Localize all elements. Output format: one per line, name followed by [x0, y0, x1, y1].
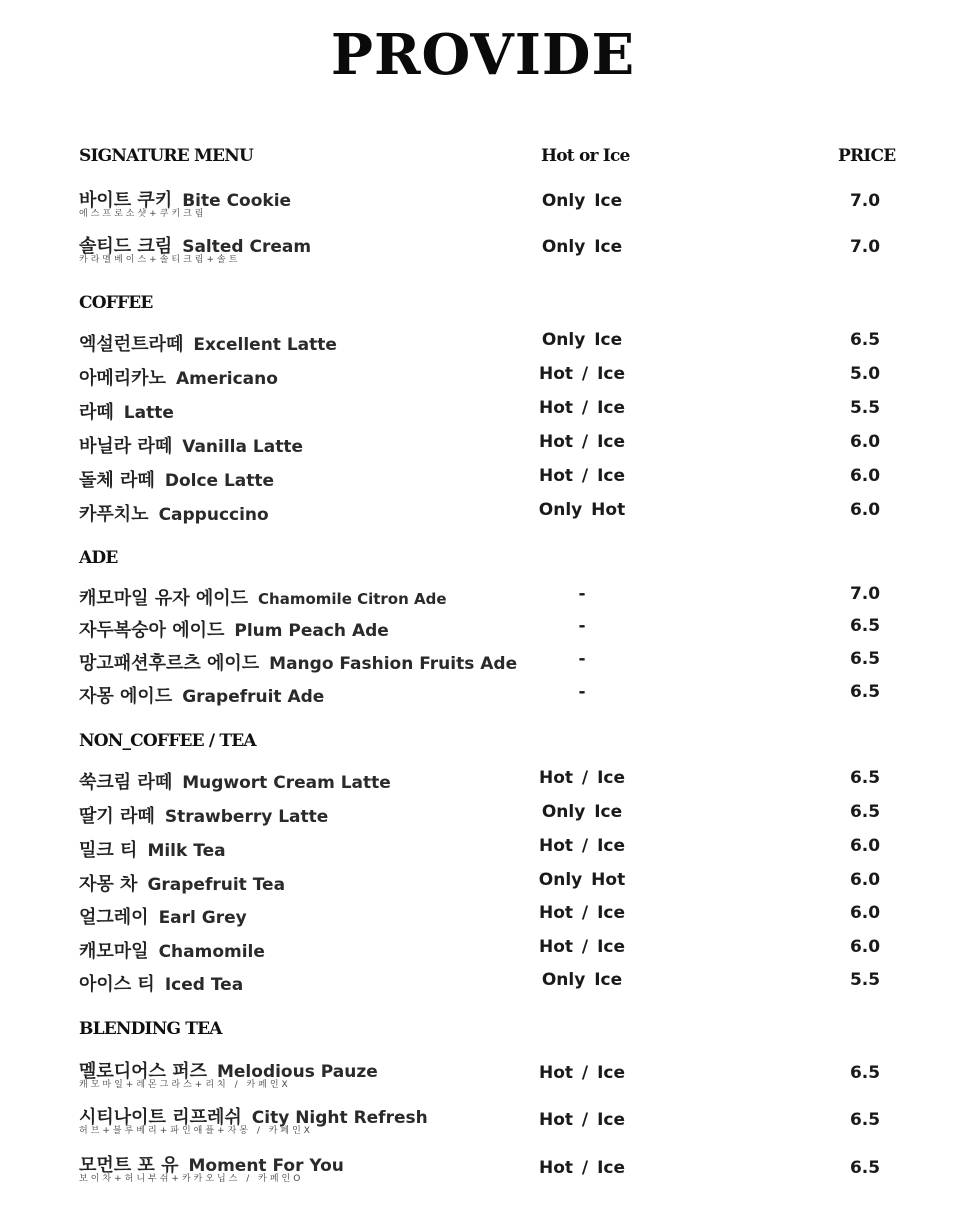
item-name-ko: 밀크 티	[79, 840, 138, 861]
menu-item-milk-tea	[79, 836, 899, 866]
item-name-ko: 자몽 에이드	[79, 686, 173, 707]
item-name-en: Latte	[123, 403, 174, 423]
item-name-ko: 카푸치노	[79, 504, 149, 525]
item-name-ko: 바닐라 라떼	[79, 436, 173, 457]
item-price: 6.0	[849, 937, 881, 957]
item-name-ko: 망고패션후르츠 에이드	[79, 653, 260, 674]
item-name	[79, 649, 517, 675]
item-name-en: Plum Peach Ade	[234, 621, 389, 641]
item-name-en: Vanilla Latte	[182, 437, 303, 457]
item-name	[79, 330, 337, 356]
item-price: 6.5	[849, 768, 881, 788]
item-name-ko: 솔티드 크림	[79, 236, 173, 257]
item-name-en: Dolce Latte	[164, 471, 275, 491]
item-price: 6.5	[849, 1158, 881, 1178]
menu-item-salted-cream	[79, 232, 899, 265]
item-name	[79, 768, 391, 794]
column-header-hot-or-ice: Hot or Ice	[541, 146, 630, 166]
item-temperature: -	[578, 584, 586, 604]
item-name-en: Mugwort Cream Latte	[182, 773, 391, 793]
menu-item-vanilla-latte	[79, 432, 899, 462]
menu-item-chamomile-citron-ade	[79, 584, 899, 614]
item-temperature: Only Ice	[541, 802, 623, 822]
menu-item-melodious-pauze	[79, 1057, 899, 1090]
item-name-ko: 돌체 라떼	[79, 470, 155, 491]
item-name	[79, 870, 285, 896]
item-temperature: Hot / Ice	[538, 768, 625, 788]
item-name-en: Mango Fashion Fruits Ade	[269, 654, 518, 674]
item-description: 허브+블루베리+파인애플+자몽 / 카페인X	[79, 1126, 313, 1136]
item-description: 캐모마일+레몬그라스+리치 / 카페인X	[79, 1080, 291, 1090]
item-price: 6.5	[849, 616, 881, 636]
section-title-non-coffee-tea: NON_COFFEE / TEA	[79, 731, 256, 751]
item-name-ko: 라떼	[79, 402, 114, 423]
item-price: 7.0	[849, 584, 881, 604]
item-name-ko: 아메리카노	[79, 368, 166, 389]
menu-item-chamomile	[79, 937, 899, 967]
item-name-ko: 쑥크림 라떼	[79, 772, 173, 793]
item-temperature: Hot / Ice	[538, 1158, 625, 1178]
item-temperature: Only Ice	[541, 970, 623, 990]
item-name-ko: 바이트 쿠키	[79, 190, 173, 211]
item-name-ko: 딸기 라떼	[79, 806, 155, 827]
item-name-en: Melodious Pauze	[216, 1062, 378, 1082]
column-header-price: PRICE	[838, 146, 896, 166]
item-price: 6.5	[849, 1063, 881, 1083]
item-temperature: Hot / Ice	[538, 398, 625, 418]
item-name-en: City Night Refresh	[251, 1108, 428, 1128]
item-price: 6.5	[849, 649, 881, 669]
item-description: 에스프로소샷+쿠키크림	[79, 209, 207, 219]
item-price: 7.0	[849, 191, 881, 211]
item-name-en: Strawberry Latte	[164, 807, 329, 827]
item-temperature: Only Ice	[541, 330, 623, 350]
menu-item-cappuccino	[79, 500, 899, 530]
item-temperature: Hot / Ice	[538, 1063, 625, 1083]
item-price: 6.5	[849, 682, 881, 702]
item-name	[79, 500, 269, 526]
menu-item-city-night-refresh	[79, 1103, 899, 1136]
menu-item-plum-peach-ade	[79, 616, 899, 646]
item-name-en: Bite Cookie	[182, 191, 292, 211]
item-name-en: Grapefruit Tea	[147, 875, 286, 895]
item-description: 보이차+허니부쉬+카카오닙스 / 카페인O	[79, 1174, 304, 1184]
item-name	[79, 802, 328, 828]
item-name-ko: 엑설런트라떼	[79, 334, 184, 355]
item-price: 6.0	[849, 432, 881, 452]
item-price: 6.0	[849, 836, 881, 856]
item-name	[79, 937, 265, 963]
item-temperature: Hot / Ice	[538, 937, 625, 957]
item-name-en: Excellent Latte	[193, 335, 337, 355]
item-name	[79, 584, 447, 610]
menu-item-bite-cookie	[79, 186, 899, 219]
section-title-blending-tea: BLENDING TEA	[79, 1019, 222, 1039]
item-name-en: Iced Tea	[164, 975, 244, 995]
item-name-ko: 자몽 차	[79, 874, 138, 895]
item-temperature: Hot / Ice	[538, 364, 625, 384]
item-name-ko: 멜로디어스 퍼즈	[79, 1061, 207, 1082]
menu-item-grapefruit-tea	[79, 870, 899, 900]
menu-item-americano	[79, 364, 899, 394]
item-temperature: Only Hot	[538, 500, 626, 520]
menu-item-earl-grey	[79, 903, 899, 933]
item-name	[79, 364, 278, 390]
item-name	[79, 432, 303, 458]
menu-item-iced-tea	[79, 970, 899, 1000]
item-name-ko: 시티나이트 리프레쉬	[79, 1107, 242, 1128]
item-name-ko: 아이스 티	[79, 974, 155, 995]
menu-title: PROVIDE	[330, 22, 636, 88]
item-price: 6.5	[849, 802, 881, 822]
section-title-signature: SIGNATURE MENU	[79, 146, 253, 166]
item-name	[79, 682, 324, 708]
section-title-ade: ADE	[79, 548, 118, 568]
item-name-ko: 자두복숭아 에이드	[79, 620, 225, 641]
item-name-en: Grapefruit Ade	[182, 687, 325, 707]
menu-item-mugwort-cream-latte	[79, 768, 899, 798]
item-name	[79, 970, 243, 996]
item-temperature: Hot / Ice	[538, 836, 625, 856]
item-name-en: Chamomile	[158, 942, 265, 962]
item-price: 5.5	[849, 970, 881, 990]
item-price: 6.5	[849, 330, 881, 350]
item-name-en: Salted Cream	[182, 237, 312, 257]
item-price: 7.0	[849, 237, 881, 257]
menu-item-grapefruit-ade	[79, 682, 899, 712]
item-temperature: -	[578, 682, 586, 702]
item-temperature: -	[578, 649, 586, 669]
item-name	[79, 836, 226, 862]
item-temperature: Hot / Ice	[538, 903, 625, 923]
item-name-en: Earl Grey	[158, 908, 247, 928]
item-name-en: Americano	[175, 369, 278, 389]
item-temperature: Only Hot	[538, 870, 626, 890]
item-price: 6.0	[849, 870, 881, 890]
item-name-ko: 캐모마일 유자 에이드	[79, 588, 249, 609]
section-title-coffee: COFFEE	[79, 293, 153, 313]
item-price: 6.0	[849, 466, 881, 486]
item-name-en: Milk Tea	[147, 841, 226, 861]
item-temperature: Only Ice	[541, 191, 623, 211]
item-price: 5.0	[849, 364, 881, 384]
item-description: 카라멜베이스+솔티크림+솔트	[79, 255, 241, 265]
item-name	[79, 466, 274, 492]
item-name	[79, 903, 247, 929]
item-name-ko: 캐모마일	[79, 941, 149, 962]
item-temperature: Hot / Ice	[538, 432, 625, 452]
menu-item-strawberry-latte	[79, 802, 899, 832]
menu-item-latte	[79, 398, 899, 428]
item-name-en: Cappuccino	[158, 505, 269, 525]
item-price: 6.5	[849, 1110, 881, 1130]
menu-item-dolce-latte	[79, 466, 899, 496]
item-name-en: Chamomile Citron Ade	[258, 590, 447, 608]
item-temperature: Only Ice	[541, 237, 623, 257]
menu-item-moment-for-you	[79, 1151, 899, 1184]
item-name-ko: 얼그레이	[79, 907, 149, 928]
item-name-en: Moment For You	[188, 1156, 344, 1176]
item-temperature: Hot / Ice	[538, 466, 625, 486]
item-name	[79, 398, 174, 424]
item-price: 6.0	[849, 500, 881, 520]
item-temperature: Hot / Ice	[538, 1110, 625, 1130]
item-temperature: -	[578, 616, 586, 636]
menu-item-mango-fashion-fruits-ade	[79, 649, 899, 679]
menu-item-excellent-latte	[79, 330, 899, 360]
item-name	[79, 616, 389, 642]
item-price: 6.0	[849, 903, 881, 923]
item-name-ko: 모먼트 포 유	[79, 1155, 179, 1176]
item-price: 5.5	[849, 398, 881, 418]
